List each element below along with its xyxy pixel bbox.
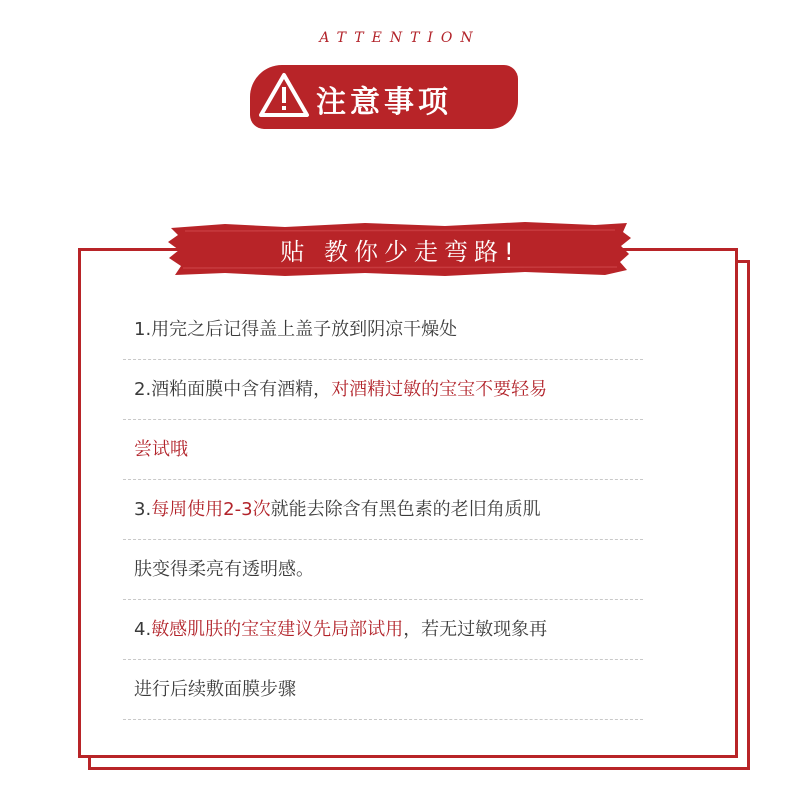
list-item [123,540,643,600]
attention-list [123,300,643,720]
item-text: 3. [134,499,152,520]
item-text: 2.酒粕面膜中含有酒精， [134,379,332,400]
attention-heading: ATTENTION [319,30,481,46]
tips-banner [165,218,635,280]
item-highlight: 敏感肌肤的宝宝建议先局部试用 [151,619,404,640]
item-text: ，若无过敏现象再 [403,619,548,640]
item-text: 就能去除含有黑色素的老旧角质肌 [270,499,541,520]
item-text: 进行后续敷面膜步骤 [134,679,296,700]
item-highlight: 尝试哦 [134,439,188,460]
item-text: 肤变得柔亮有透明感。 [134,559,314,580]
list-item [123,660,643,720]
list-item [123,420,643,480]
list-item [123,480,643,540]
page-title: 注意事项 [316,85,452,120]
list-item [123,360,643,420]
warning-triangle-icon [258,71,310,119]
item-text: 1.用完之后记得盖上盖子放到阴凉干燥处 [134,319,458,340]
list-item [123,300,643,360]
banner-text: 贴 教你少走弯路! [280,238,520,266]
item-highlight: 对酒精过敏的宝宝不要轻易 [331,379,548,400]
list-item [123,600,643,660]
item-text: 4. [134,619,152,640]
item-highlight: 每周使用2-3次 [151,499,271,520]
title-badge [250,65,518,129]
